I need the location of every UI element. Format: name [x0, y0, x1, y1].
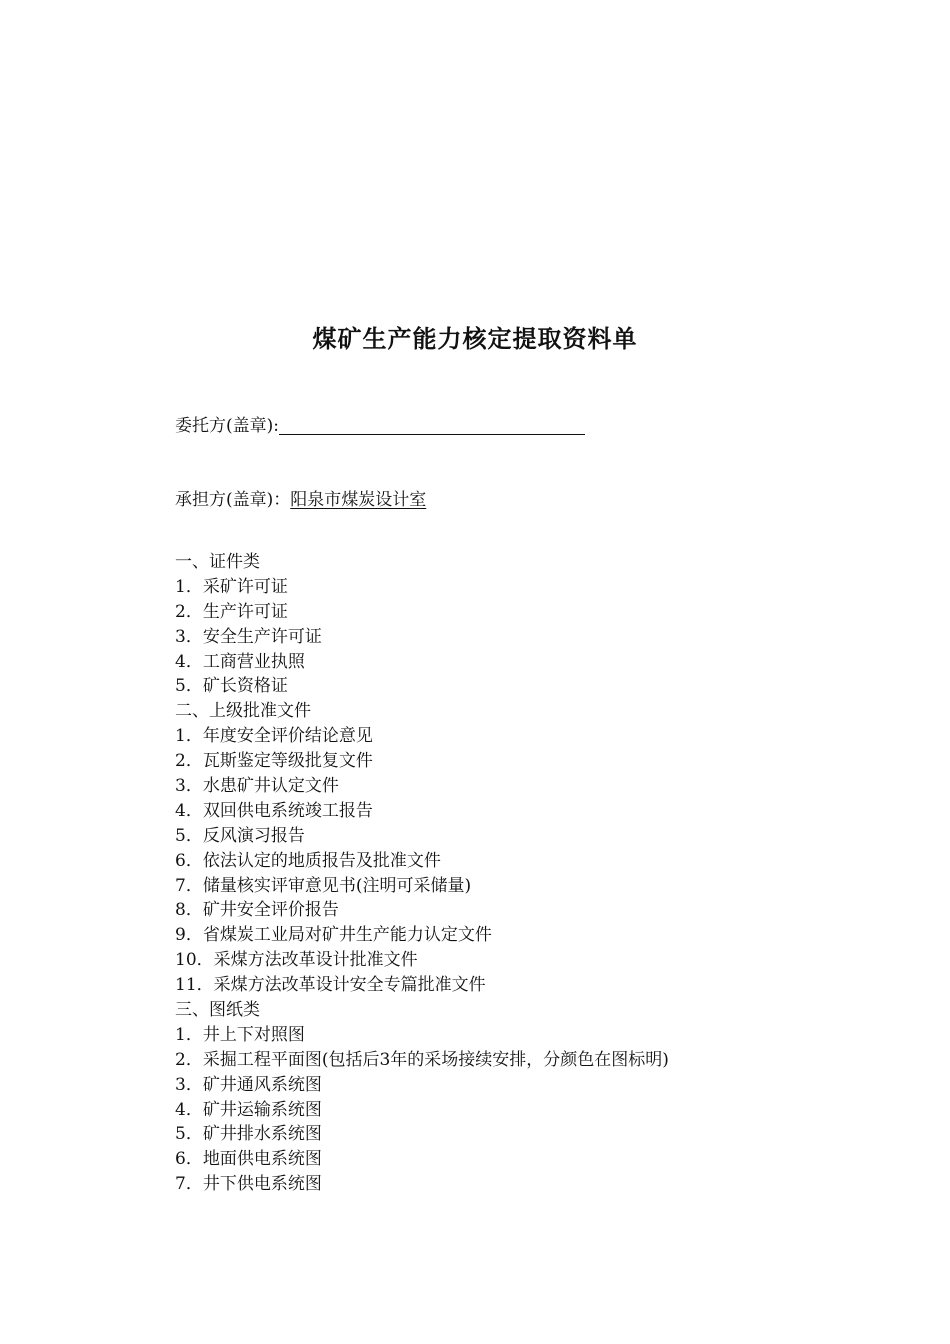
- list-item: 1．井上下对照图: [175, 1024, 305, 1045]
- section-heading-approvals: 二、上级批准文件: [175, 701, 311, 722]
- list-item: 7．井下供电系统图: [175, 1174, 322, 1195]
- list-item: 6．依法认定的地质报告及批准文件: [175, 850, 441, 871]
- list-item: 4．双回供电系统竣工报告: [175, 800, 373, 821]
- list-item: 1．年度安全评价结论意见: [175, 726, 373, 747]
- list-item: 2．瓦斯鉴定等级批复文件: [175, 751, 373, 772]
- list-item: 3．安全生产许可证: [175, 626, 322, 647]
- list-item: 9．省煤炭工业局对矿井生产能力认定文件: [175, 925, 492, 946]
- document-list: [175, 550, 669, 1197]
- list-item: 1．采矿许可证: [175, 576, 288, 597]
- document-title: 煤矿生产能力核定提取资料单: [312, 324, 638, 353]
- section-heading-certificates: 一、证件类: [175, 552, 260, 572]
- client-label: 委托方(盖章):: [175, 416, 279, 436]
- list-item: 3．矿井通风系统图: [175, 1074, 322, 1095]
- list-item: 8．矿井安全评价报告: [175, 900, 339, 921]
- contractor-label: 承担方(盖章)：: [175, 490, 291, 510]
- list-item: 6．地面供电系统图: [175, 1149, 322, 1170]
- list-item: 7．储量核实评审意见书(注明可采储量): [175, 875, 472, 896]
- contractor-name: 阳泉市煤炭设计室: [290, 490, 427, 510]
- client-field: [175, 414, 585, 439]
- list-item: 2．采掘工程平面图(包括后3年的采场接续安排，分颜色在图标明): [175, 1049, 669, 1070]
- list-item: 3．水患矿井认定文件: [175, 776, 339, 797]
- list-item: 5．矿井排水系统图: [175, 1124, 322, 1145]
- list-item: 11．采煤方法改革设计安全专篇批准文件: [175, 975, 486, 996]
- contractor-field: [175, 488, 426, 513]
- list-item: 5．矿长资格证: [175, 676, 288, 697]
- list-item: 4．矿井运输系统图: [175, 1099, 322, 1120]
- list-item: 2．生产许可证: [175, 601, 288, 622]
- client-signature-line: [279, 416, 585, 435]
- list-item: 4．工商营业执照: [175, 651, 305, 672]
- list-item: 5．反风演习报告: [175, 825, 305, 846]
- section-heading-drawings: 三、图纸类: [175, 1000, 260, 1021]
- list-item: 10．采煤方法改革设计批准文件: [175, 950, 418, 971]
